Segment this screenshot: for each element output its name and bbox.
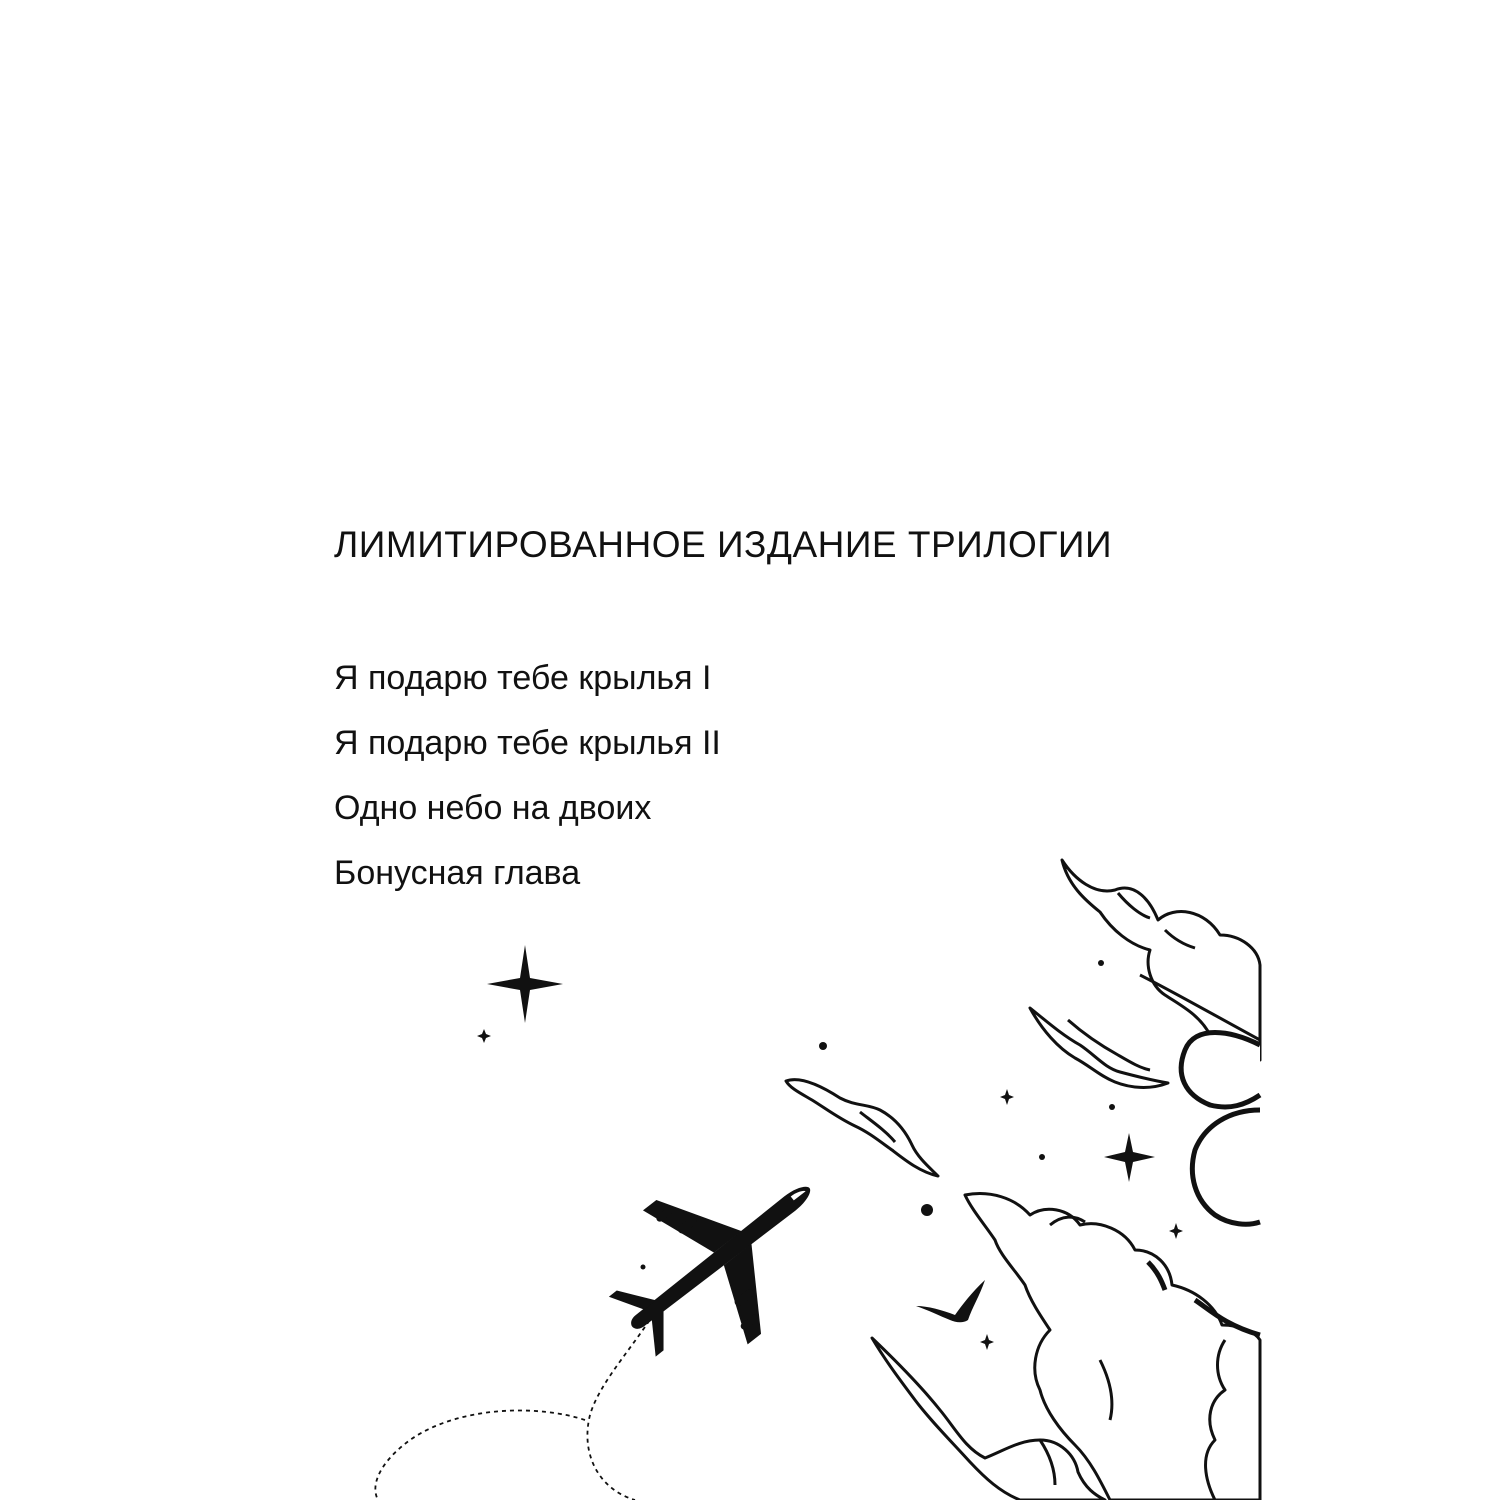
cloud-icon — [1030, 1008, 1168, 1087]
page-title: ЛИМИТИРОВАННОЕ ИЗДАНИЕ ТРИЛОГИИ — [334, 524, 1113, 565]
bird-icon — [916, 1280, 985, 1322]
star-icon — [980, 1334, 994, 1350]
cloud-icon — [1062, 860, 1260, 1060]
star-icon — [477, 1029, 491, 1043]
cloud-icon — [1181, 1033, 1260, 1225]
book-title-1: Я подарю тебе крылья I — [334, 659, 712, 697]
star-icon — [1000, 1089, 1014, 1105]
book-title-3: Одно небо на двоих — [334, 789, 652, 827]
star-icon — [1169, 1223, 1183, 1239]
cloud-icon — [786, 1080, 938, 1176]
star-icon — [487, 945, 563, 1023]
flight-trail-icon — [375, 1300, 662, 1500]
book-title-2: Я подарю тебе крылья II — [334, 724, 721, 762]
airplane-icon — [580, 1121, 862, 1393]
star-icon — [1104, 1133, 1155, 1182]
book-title-bonus: Бонусная глава — [334, 854, 581, 892]
